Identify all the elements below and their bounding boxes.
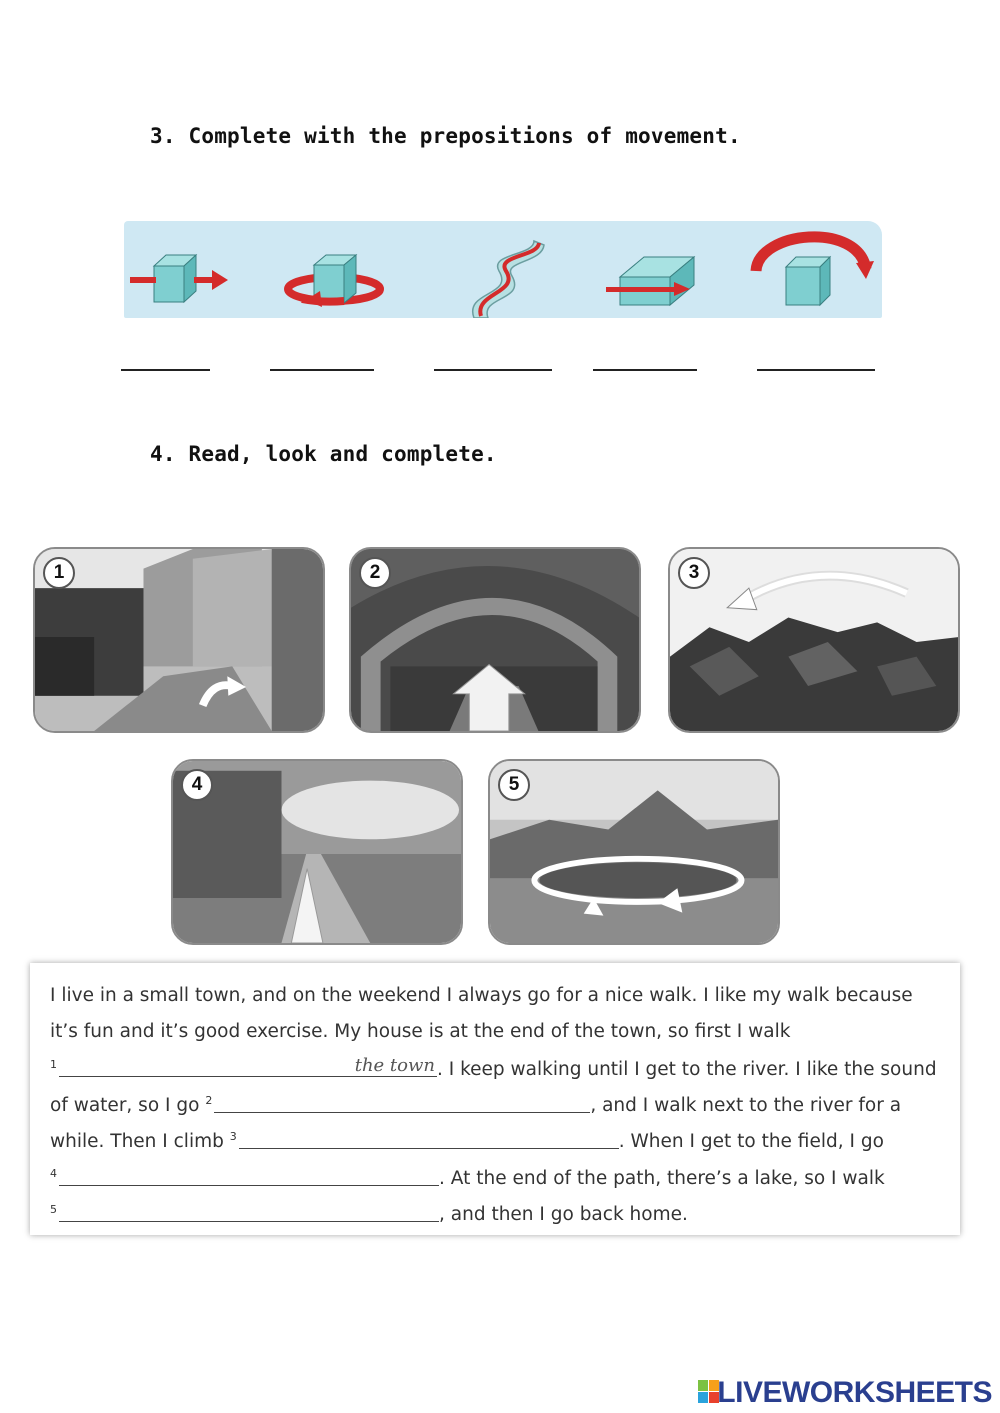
answer-gap-5[interactable] bbox=[59, 1205, 439, 1222]
reading-text-box bbox=[30, 963, 960, 1235]
answer-gap-3[interactable] bbox=[239, 1132, 619, 1149]
cube-over-arrow-icon bbox=[748, 221, 878, 318]
photo-1-number: 1 bbox=[43, 557, 75, 589]
photo-1-street bbox=[33, 547, 325, 733]
answer-blank-4[interactable] bbox=[593, 348, 697, 371]
photo-4-field-path bbox=[171, 759, 463, 945]
gap-number-4: 4 bbox=[50, 1167, 57, 1180]
answer-blank-1[interactable] bbox=[121, 348, 210, 371]
answer-gap-4[interactable] bbox=[59, 1169, 439, 1186]
exercise-3-heading: 3. Complete with the prepositions of movement. bbox=[150, 124, 741, 148]
photo-5-lake bbox=[488, 759, 780, 945]
exercise-4-heading: 4. Read, look and complete. bbox=[150, 442, 497, 466]
winding-path-along-icon bbox=[454, 221, 564, 318]
photo-2-bridge bbox=[349, 547, 641, 733]
text-line-7-end: , and then I go back home. bbox=[439, 1204, 688, 1225]
text-line-4-start: of water, so I go bbox=[50, 1095, 200, 1116]
text-line-6 bbox=[50, 1167, 885, 1189]
text-line-7 bbox=[50, 1203, 688, 1225]
photo-3-number: 3 bbox=[678, 557, 710, 589]
answer-blank-3[interactable] bbox=[434, 348, 552, 371]
text-line-5 bbox=[50, 1130, 884, 1152]
cube-around-arrow-icon bbox=[282, 221, 392, 318]
text-line-6-end: . At the end of the path, there’s a lake, so I walk bbox=[439, 1168, 885, 1189]
text-line-3-rest: . I keep walking until I get to the river. I like the sound bbox=[437, 1059, 937, 1080]
text-line-5-end: . When I get to the field, I go bbox=[618, 1131, 884, 1152]
text-line-5-start: while. Then I climb bbox=[50, 1131, 224, 1152]
text-line-4-end: , and I walk next to the river for a bbox=[590, 1095, 902, 1116]
text-line-1: I live in a small town, and on the weekend I always go for a nice walk. I like my walk because bbox=[50, 985, 913, 1006]
gap-number-5: 5 bbox=[50, 1203, 57, 1216]
photo-4-number: 4 bbox=[181, 769, 213, 801]
answer-blank-2[interactable] bbox=[270, 348, 374, 371]
gap-number-1: 1 bbox=[50, 1058, 57, 1071]
prepositions-picture-strip bbox=[124, 221, 882, 318]
answer-gap-2[interactable] bbox=[214, 1096, 590, 1113]
answer-gap-1[interactable] bbox=[59, 1055, 437, 1077]
photo-2-number: 2 bbox=[359, 557, 391, 589]
text-line-4 bbox=[50, 1094, 901, 1116]
cube-through-arrow-icon bbox=[128, 221, 238, 318]
text-line-3 bbox=[50, 1055, 937, 1080]
answer-hint-the-town: the town bbox=[354, 1055, 435, 1076]
photo-3-rocks bbox=[668, 547, 960, 733]
text-line-2: it’s fun and it’s good exercise. My house is at the end of the town, so first I walk bbox=[50, 1021, 791, 1042]
photo-5-number: 5 bbox=[498, 769, 530, 801]
gap-number-3: 3 bbox=[229, 1130, 237, 1143]
answer-blank-5[interactable] bbox=[757, 348, 875, 371]
gap-number-2: 2 bbox=[205, 1094, 213, 1107]
cube-across-arrow-icon bbox=[604, 221, 714, 318]
liveworksheets-brand[interactable]: LIVEWORKSHEETS bbox=[717, 1376, 992, 1409]
